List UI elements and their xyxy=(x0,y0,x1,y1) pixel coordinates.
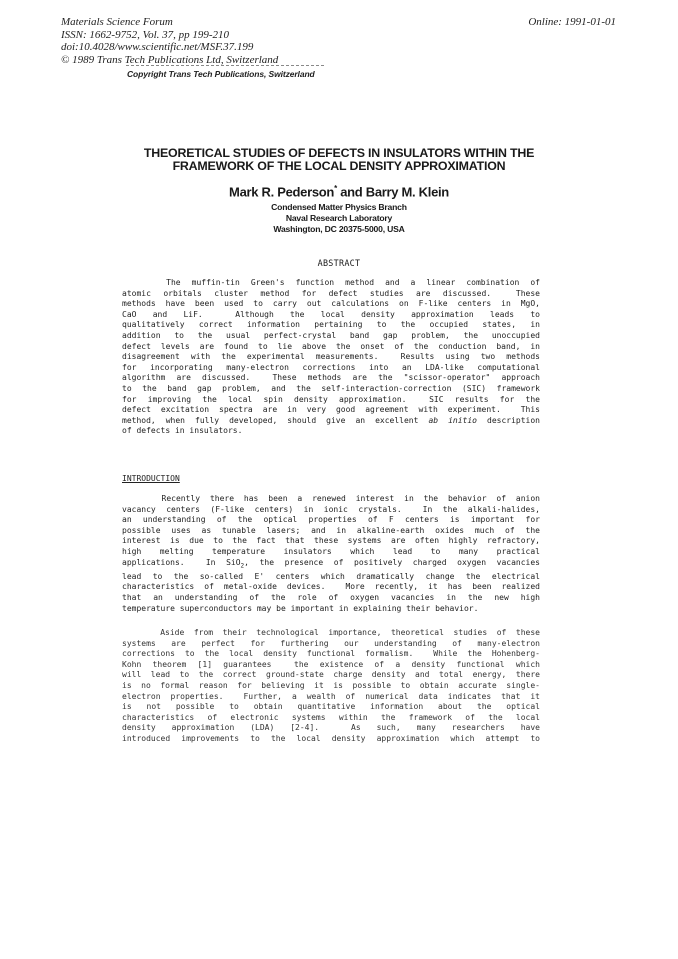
ab-initio-phrase: ab initio xyxy=(428,415,477,425)
publisher-notice: © 1989 Trans Tech Publications Ltd, Switzerland xyxy=(61,53,279,66)
journal-name: Materials Science Forum xyxy=(61,16,173,28)
intro-line: Aside from their technological importance, theoretical studies of these xyxy=(122,628,540,637)
sio2-subscript: 2 xyxy=(240,562,245,570)
abstract-line: to the band gap problem, and the self-interaction-correction (SIC) framework xyxy=(122,383,540,393)
author-footnote-marker: * xyxy=(334,184,337,193)
intro-line xyxy=(122,558,540,572)
intro-line: possible uses as tunable lasers; and in alkaline-earth oxides much of the xyxy=(122,525,540,535)
abstract-line-tail: description xyxy=(477,415,540,425)
intro-line: density approximation (LDA) [2-4]. As such, many researchers have xyxy=(122,723,540,733)
intro-line: an understanding of the optical properties of F centers is important for xyxy=(122,515,540,525)
copyright-notice: Copyright Trans Tech Publications, Switzerland xyxy=(127,69,315,79)
online-date: Online: 1991-01-01 xyxy=(528,16,616,28)
abstract-line: for improving the local spin density approximation. SIC results for the xyxy=(122,394,540,404)
abstract-line: CaO and LiF. Although the local density approximation leads to xyxy=(122,309,540,319)
author-conjunction: and xyxy=(336,184,366,200)
abstract-line: for incorporating many-electron corrections into an LDA-like computational xyxy=(122,362,540,372)
author-list xyxy=(80,184,598,199)
paper-title xyxy=(80,147,598,173)
abstract-line: defect excitation spectra are in very good agreement with experiment. This xyxy=(122,405,540,415)
intro-line: Kohn theorem [1] guarantees the existence of a density functional which xyxy=(122,659,540,669)
abstract-line: algorithm are discussed. These methods are the "scissor-operator" approach xyxy=(122,373,540,383)
abstract-line: qualitatively correct information pertaining to the occupied states, in xyxy=(122,320,540,330)
intro-line: interest is due to the fact that these systems are often highly refractory, xyxy=(122,536,540,546)
affiliation-address: Washington, DC 20375-5000, USA xyxy=(273,223,405,234)
abstract-heading: ABSTRACT xyxy=(317,258,361,268)
intro-line: characteristics of metal-oxide devices. More recently, it has been realized xyxy=(122,582,540,592)
affiliation xyxy=(80,202,598,234)
intro-line: electron properties. Further, a wealth of numerical data indicates that it xyxy=(122,691,540,701)
intro-line: temperature superconductors may be important in explaining their behavior. xyxy=(122,603,479,613)
intro-line: Recently there has been a renewed interest in the behavior of anion xyxy=(122,494,540,503)
abstract-line xyxy=(122,416,540,427)
intro-paragraph-1 xyxy=(122,494,540,614)
abstract-line: defect levels are found to lie above the onset of the conduction band, in xyxy=(122,341,540,351)
abstract-line: atomic orbitals cluster method for defect studies are discussed. These xyxy=(122,288,540,298)
cut-off-line xyxy=(126,65,324,66)
intro-line: systems are perfect for furthering our understanding of many-electron xyxy=(122,638,540,648)
intro-line: is no formal reason for believing it is possible to obtain accurate single- xyxy=(122,680,540,690)
citation-header xyxy=(61,16,278,66)
intro-line: high melting temperature insulators which lead to many practical xyxy=(122,546,540,556)
abstract-body xyxy=(122,278,540,437)
title-line-1: THEORETICAL STUDIES OF DEFECTS IN INSULATORS WITHIN THE xyxy=(143,146,535,160)
abstract-line-text: method, when fully developed, should give an excellent xyxy=(122,415,429,425)
abstract-line: disagreement with the experimental measurements. Results using two methods xyxy=(122,352,540,362)
abstract-line: of defects in insulators. xyxy=(122,426,243,436)
introduction-heading: INTRODUCTION xyxy=(122,474,180,483)
intro-line-tail: , the presence of positively charged oxygen vacancies xyxy=(244,557,540,567)
author-pederson: Mark R. Pederson xyxy=(229,184,335,200)
intro-line: introduced improvements to the local density approximation which attempt to xyxy=(122,733,540,743)
intro-line: vacancy centers (F-like centers) in ionic crystals. In the alkali-halides, xyxy=(122,504,540,514)
intro-line: lead to the so-called E' centers which dramatically change the electrical xyxy=(122,571,540,581)
issn-volume: ISSN: 1662-9752, Vol. 37, pp 199-210 xyxy=(61,28,230,41)
intro-line-text: applications. In SiO xyxy=(122,557,241,567)
intro-line: that an understanding of the role of oxygen vacancies in the new high xyxy=(122,592,540,602)
author-klein: Barry M. Klein xyxy=(365,184,449,200)
intro-line: will lead to the correct ground-state charge density and total energy, there xyxy=(122,670,540,680)
abstract-line: addition to the usual perfect-crystal band gap problem, the unoccupied xyxy=(122,330,540,340)
abstract-line: The muffin-tin Green's function method and a linear combination of xyxy=(122,278,540,287)
intro-paragraph-2 xyxy=(122,628,540,745)
affiliation-branch: Condensed Matter Physics Branch xyxy=(271,202,407,212)
affiliation-lab: Naval Research Laboratory xyxy=(285,212,393,223)
intro-line: characteristics of electronic systems within the framework of the local xyxy=(122,712,540,722)
abstract-line: methods have been used to carry out calculations on F-like centers in MgO, xyxy=(122,299,540,309)
doi-link[interactable]: doi:10.4028/www.scientific.net/MSF.37.199 xyxy=(61,41,254,53)
title-line-2: FRAMEWORK OF THE LOCAL DENSITY APPROXIMATION xyxy=(172,159,506,173)
intro-line: is not possible to obtain quantitative information about the optical xyxy=(122,702,540,712)
intro-line: corrections to the local density functional formalism. While the Hohenberg- xyxy=(122,649,540,659)
